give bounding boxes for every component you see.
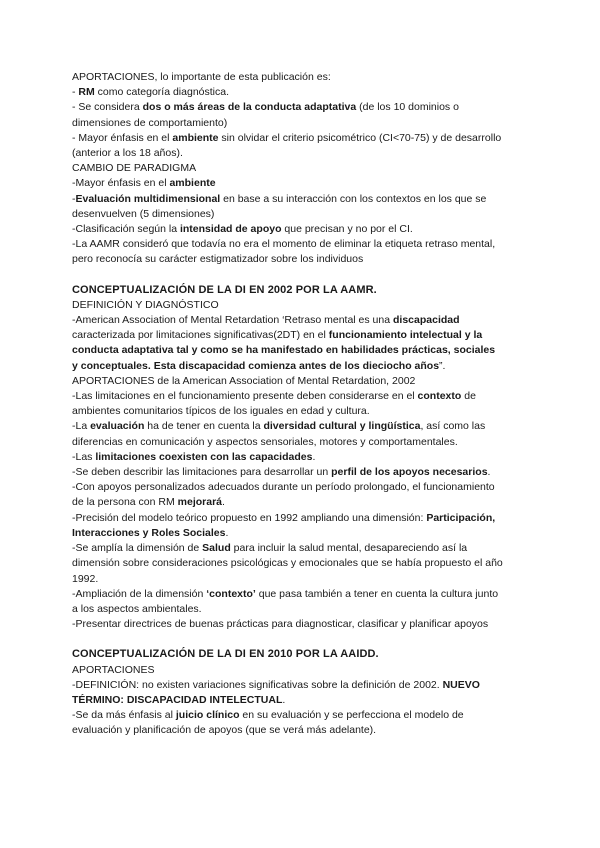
intro-line: APORTACIONES, lo importante de esta publicación es: xyxy=(72,71,331,83)
item-contexto-ampliacion: -Ampliación de la dimensión ‘contexto’ que pasa también a tener en cuenta la cultura junto xyxy=(72,587,499,600)
item-precision: -Precisión del modelo teórico propuesto en 1992 ampliando una dimensión: Participación, xyxy=(72,511,496,524)
bullet-ambiente-cont: (anterior a los 18 años). xyxy=(72,147,183,160)
definition-line-4: y conceptuales. Esta discapacidad comienza antes de los dieciocho años”. xyxy=(72,359,446,372)
paradigm-item-4: -La AAMR consideró que todavía no era el momento de eliminar la etiqueta retraso mental, xyxy=(72,238,496,251)
definition-line-3: conducta adaptativa tal y como se ha manifestado en habilidades prácticas, sociales xyxy=(72,344,496,357)
item-contexto-cont: ambientes comunitarios típicos de los iguales en edad y cultura. xyxy=(72,405,370,418)
paradigm-heading: CAMBIO DE PARADIGMA xyxy=(72,162,197,175)
aportaciones-2002: APORTACIONES de la American Association of Mental Retardation, 2002 xyxy=(72,374,416,387)
item-apoyos-cont: de la persona con RM mejorará. xyxy=(72,496,225,509)
paradigm-item-2-cont: desenvuelven (5 dimensiones) xyxy=(72,207,215,220)
item-salud-cont-1: dimensión sobre consideraciones psicológicas y emocionales que se había propuesto el año xyxy=(72,557,503,570)
item-juicio-clinico: -Se da más énfasis al juicio clínico en su evaluación y se perfecciona el modelo de xyxy=(72,709,464,722)
section-2010-heading: CONCEPTUALIZACIÓN DE LA DI EN 2010 POR LA AAIDD. xyxy=(72,648,379,661)
bullet-ambiente: - Mayor énfasis en el ambiente sin olvidar el criterio psicométrico (CI<70-75) y de desarrollo xyxy=(72,131,502,144)
paradigm-item-3: -Clasificación según la intensidad de apoyo que precisan y no por el CI. xyxy=(72,223,413,236)
paradigm-item-1: -Mayor énfasis en el ambiente xyxy=(72,177,216,190)
item-precision-cont: Interacciones y Roles Sociales. xyxy=(72,526,229,539)
paradigm-item-2: -Evaluación multidimensional en base a su interacción con los contextos en los que se xyxy=(72,192,487,205)
item-juicio-clinico-cont: evaluación y planificación de apoyos (que se verá más adelante). xyxy=(72,724,377,737)
item-definicion-2010-cont: TÉRMINO: DISCAPACIDAD INTELECTUAL. xyxy=(72,693,286,706)
item-perfil: -Se deben describir las limitaciones para desarrollar un perfil de los apoyos necesarios. xyxy=(72,466,491,479)
section-2002-heading: CONCEPTUALIZACIÓN DE LA DI EN 2002 POR LA AAMR. xyxy=(72,283,377,296)
definition-line-2: caracterizada por limitaciones significativas(2DT) en el funcionamiento intelectual y la xyxy=(72,329,483,342)
document-page xyxy=(72,70,532,739)
item-contexto-ampliacion-cont: a los aspectos ambientales. xyxy=(72,602,202,615)
item-definicion-2010: -DEFINICIÓN: no existen variaciones significativas sobre la definición de 2002. NUEVO xyxy=(72,678,480,691)
item-directrices: -Presentar directrices de buenas prácticas para diagnosticar, clasificar y planificar apoyos xyxy=(72,618,489,631)
item-contexto: -Las limitaciones en el funcionamiento presente deben considerarse en el contexto de xyxy=(72,390,476,403)
bullet-areas-cont: dimensiones de comportamiento) xyxy=(72,116,228,129)
bullet-rm: - RM como categoría diagnóstica. xyxy=(72,86,230,99)
definition-line-1: -American Association of Mental Retardation ‘Retraso mental es una discapacidad xyxy=(72,314,460,327)
aportaciones-2010: APORTACIONES xyxy=(72,663,155,676)
item-limitaciones: -Las limitaciones coexisten con las capacidades. xyxy=(72,450,316,463)
paradigm-item-4-cont: pero reconocía su carácter estigmatizador sobre los individuos xyxy=(72,253,364,266)
item-evaluacion: -La evaluación ha de tener en cuenta la diversidad cultural y lingüística, así como las xyxy=(72,420,486,433)
definition-subheading: DEFINICIÓN Y DIAGNÓSTICO xyxy=(72,298,219,311)
item-apoyos: -Con apoyos personalizados adecuados durante un período prolongado, el funcionamiento xyxy=(72,481,495,494)
item-salud: -Se amplía la dimensión de Salud para incluir la salud mental, desapareciendo así la xyxy=(72,542,468,555)
item-salud-cont-2: 1992. xyxy=(72,572,99,585)
item-evaluacion-cont: diferencias en comunicación y aspectos sensoriales, motores y comportamentales. xyxy=(72,435,458,448)
bullet-areas: - Se considera dos o más áreas de la conducta adaptativa (de los 10 dominios o xyxy=(72,101,459,114)
